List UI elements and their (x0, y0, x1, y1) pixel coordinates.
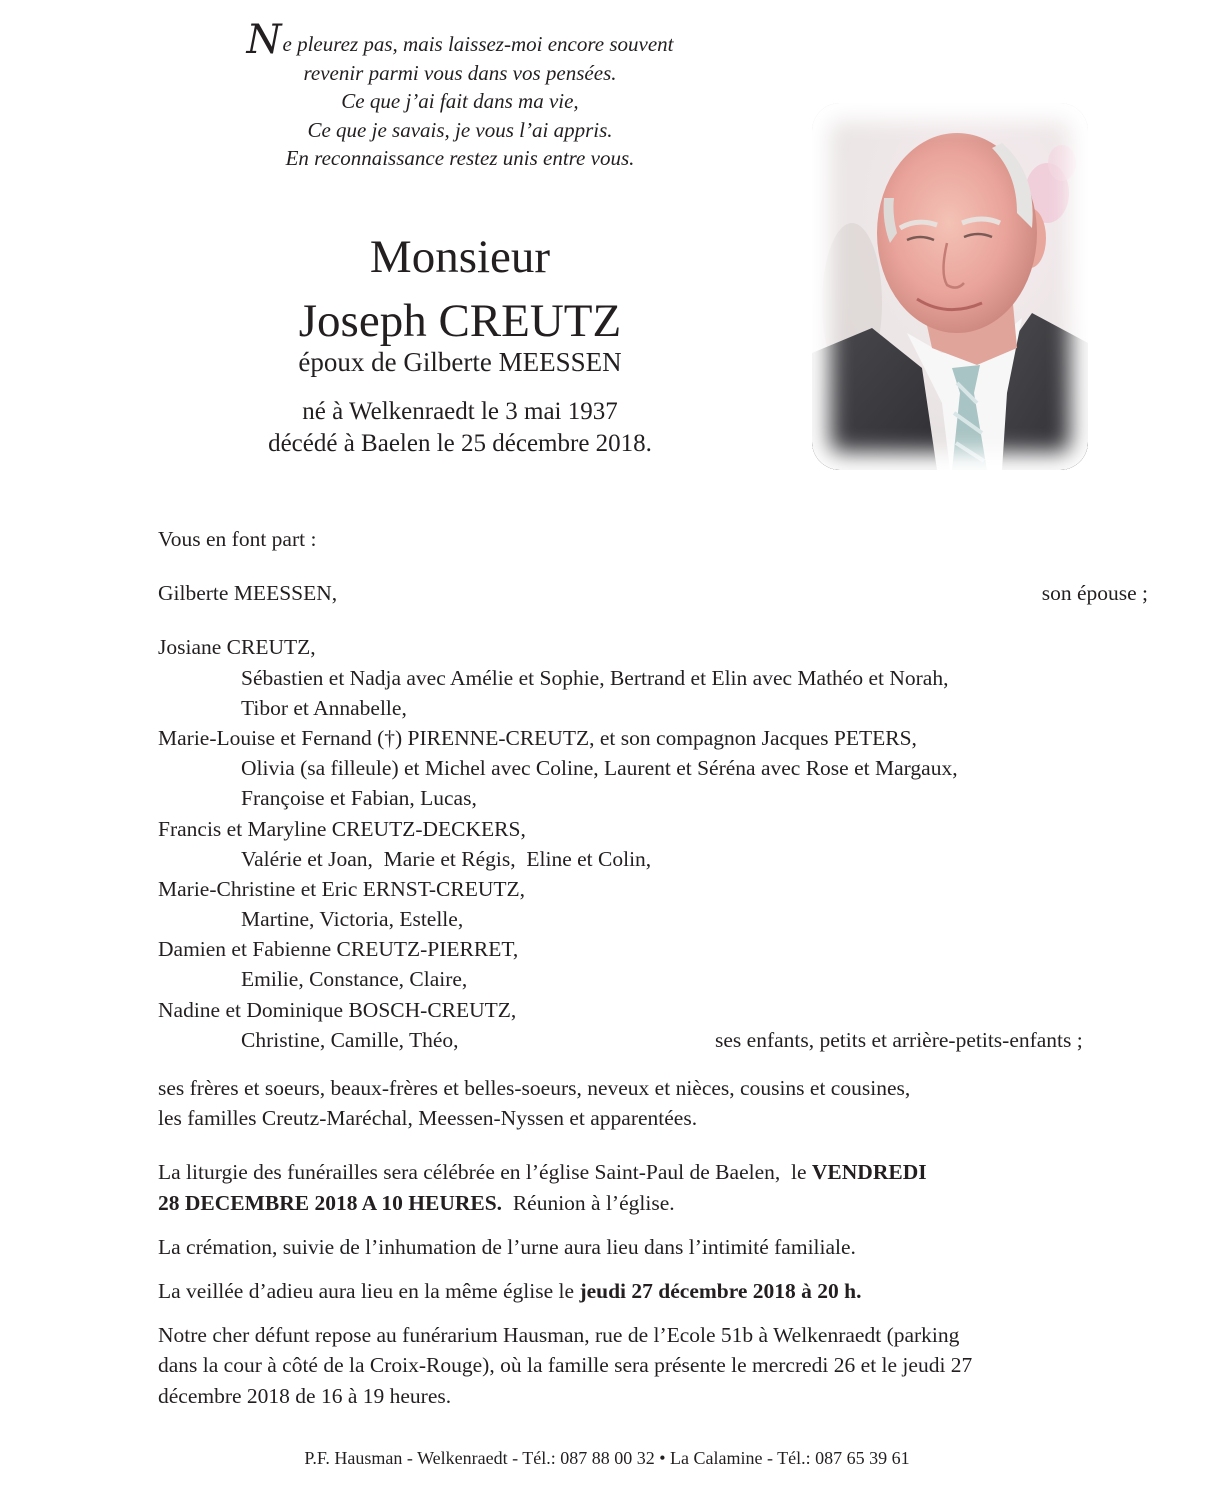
poem-line: Ce que je savais, je vous l’ai appris. (307, 117, 613, 142)
liturgy-day: VENDREDI (811, 1160, 927, 1185)
family-relation: ses enfants, petits et arrière-petits-enfants ; (715, 1027, 1083, 1052)
family-member-text: Damien et Fabienne CREUTZ-PIERRET, (158, 937, 519, 962)
descendants-line (158, 1025, 1158, 1055)
liturgy-meeting: Réunion à l’église. (502, 1190, 675, 1215)
family-member-text: Françoise et Fabian, Lucas, (241, 786, 477, 811)
poem-line: En reconnaissance restez unis entre vous. (285, 146, 635, 170)
child-line (158, 632, 1158, 662)
poem-line (200, 17, 720, 63)
descendants-line (158, 693, 1158, 723)
birth-line: né à Welkenraedt le 3 mai 1937 (302, 398, 618, 425)
liturgy-datetime: 28 DECEMBRE 2018 A 10 HEURES. (158, 1190, 503, 1215)
photo-vignette (812, 103, 1088, 470)
portrait-photo (812, 103, 1088, 470)
deceased-name: Joseph CREUTZ (298, 295, 622, 347)
family-member-text: Christine, Camille, Théo, (241, 1027, 459, 1052)
descendants-line (158, 904, 1158, 934)
descendants-line (158, 663, 1158, 693)
family-list (158, 632, 1158, 1055)
deceased-header (180, 228, 740, 460)
cremation-line: La crémation, suivie de l’inhumation de l’urne aura lieu dans l’intimité familiale. (158, 1234, 856, 1259)
spouse-row (158, 578, 1158, 608)
family-member-text: Valérie et Joan, Marie et Régis, Eline et Colin, (241, 846, 652, 871)
funerarium-line: Notre cher défunt repose au funérarium Hausman, rue de l’Ecole 51b à Welkenraedt (parking (158, 1323, 960, 1348)
family-member-text: Emilie, Constance, Claire, (241, 967, 468, 992)
vigil-line (158, 1276, 1158, 1306)
extended-family-line: les familles Creutz-Maréchal, Meessen-Nyssen et apparentées. (158, 1106, 698, 1131)
family-member-text: Marie-Louise et Fernand (†) PIRENNE-CREUTZ, et son compagnon Jacques PETERS, (158, 725, 917, 750)
spouse-name: Gilberte MEESSEN, (158, 581, 338, 606)
family-member-text: Martine, Victoria, Estelle, (241, 907, 464, 932)
family-member-text: Tibor et Annabelle, (241, 695, 407, 720)
descendants-line (158, 844, 1158, 874)
vigil-text: La veillée d’adieu aura lieu en la même église le (158, 1278, 580, 1303)
funeral-home-footer: P.F. Hausman - Welkenraedt - Tél.: 087 88 00 32 • La Calamine - Tél.: 087 65 39 61 (304, 1448, 910, 1468)
child-line (158, 723, 1158, 753)
death-line: décédé à Baelen le 25 décembre 2018. (268, 430, 652, 457)
child-line (158, 995, 1158, 1025)
funerarium-line: dans la cour à côté de la Croix-Rouge), où la famille sera présente le mercredi 26 et le jeudi 27 (158, 1353, 973, 1378)
descendants-line (158, 753, 1158, 783)
family-member-text: Francis et Maryline CREUTZ-DECKERS, (158, 816, 526, 841)
poem-dropcap: N (246, 17, 282, 63)
child-line (158, 814, 1158, 844)
vigil-datetime: jeudi 27 décembre 2018 à 20 h. (579, 1278, 862, 1303)
life-dates (180, 396, 740, 460)
poem-line: Ce que j’ai fait dans ma vie, (341, 89, 579, 113)
family-member-text: Marie-Christine et Eric ERNST-CREUTZ, (158, 876, 526, 901)
honorific: Monsieur (369, 231, 551, 283)
intro-line: Vous en font part : (158, 527, 317, 551)
liturgy-line (158, 1157, 1158, 1187)
child-line (158, 934, 1158, 964)
liturgy-line (158, 1188, 1158, 1218)
spouse-relation: son épouse ; (1041, 581, 1148, 606)
spouse-line: époux de Gilberte MEESSEN (298, 347, 622, 377)
poem-line-text: e pleurez pas, mais laissez-moi encore souvent (282, 32, 674, 56)
funerarium-line: décembre 2018 de 16 à 19 heures. (158, 1383, 452, 1408)
poem-line: revenir parmi vous dans vos pensées. (303, 60, 617, 85)
liturgy-text: La liturgie des funérailles sera célébrée en l’église Saint-Paul de Baelen, le (158, 1160, 812, 1185)
extended-family-line: ses frères et soeurs, beaux-frères et belles-soeurs, neveux et nièces, cousins et cousines, (158, 1076, 911, 1100)
family-member-text: Nadine et Dominique BOSCH-CREUTZ, (158, 997, 517, 1022)
descendants-line (158, 964, 1158, 994)
child-line (158, 874, 1158, 904)
family-member-text: Olivia (sa filleule) et Michel avec Coline, Laurent et Séréna avec Rose et Margaux, (241, 756, 958, 781)
opening-poem (200, 17, 720, 173)
announcement-body (158, 524, 1158, 1411)
family-member-text: Sébastien et Nadja avec Amélie et Sophie, Bertrand et Elin avec Mathéo et Norah, (241, 665, 949, 690)
family-member-text: Josiane CREUTZ, (158, 635, 316, 660)
descendants-line (158, 783, 1158, 813)
